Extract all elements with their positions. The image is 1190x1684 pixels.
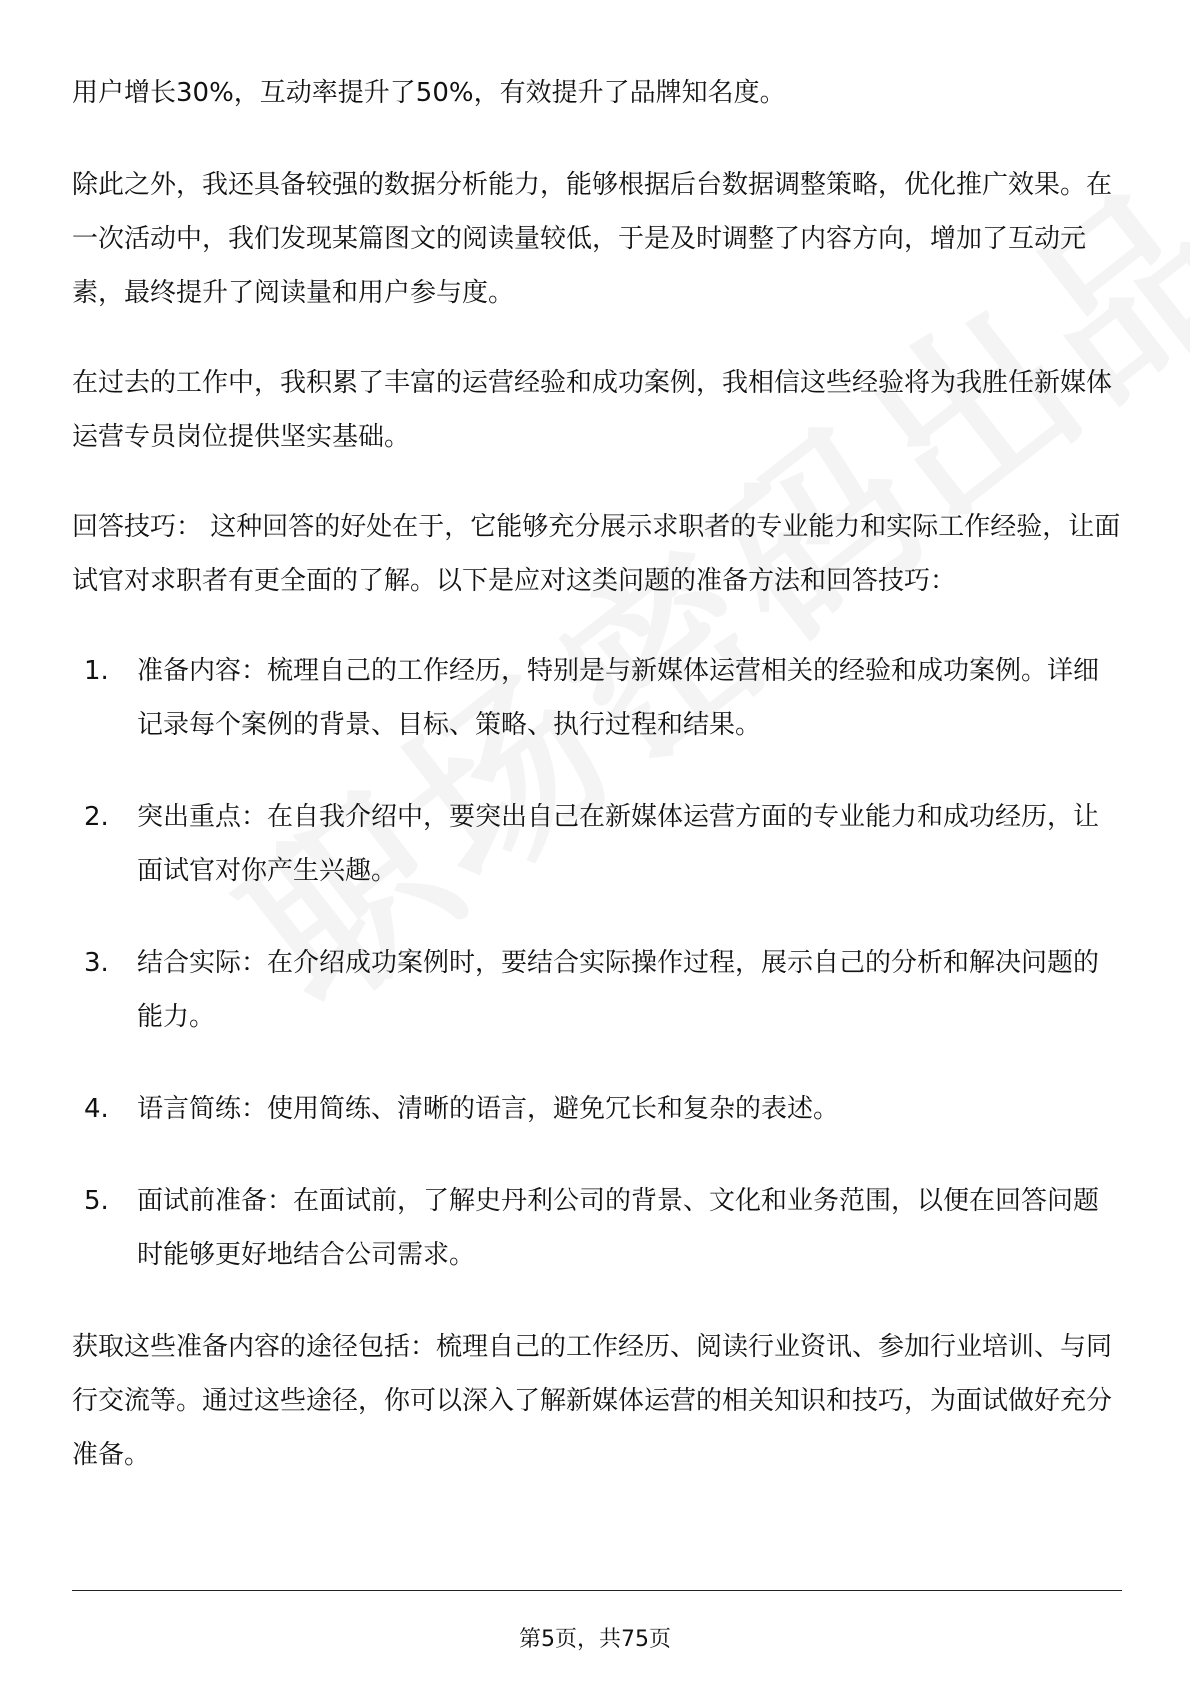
paragraph-answer-tips-intro: 回答技巧： 这种回答的好处在于，它能够充分展示求职者的专业能力和实际工作经验，让面试官对求职者有更全面的了解。以下是应对这类问题的准备方法和回答技巧： (72, 512, 1121, 596)
list-item-number: 4. (84, 1094, 109, 1124)
list-item-number: 3. (84, 948, 109, 978)
list-item (84, 936, 1122, 1044)
list-item-text: 结合实际：在介绍成功案例时，要结合实际操作过程，展示自己的分析和解决问题的能力。 (137, 948, 1100, 1032)
list-item-text: 语言简练：使用简练、清晰的语言，避免冗长和复杂的表述。 (137, 1094, 840, 1124)
list-item (84, 790, 1122, 898)
paragraph-preparation-channels: 获取这些准备内容的途径包括：梳理自己的工作经历、阅读行业资讯、参加行业培训、与同行交流等。通过这些途径，你可以深入了解新媒体运营的相关知识和技巧，为面试做好充分准备。 (72, 1332, 1113, 1470)
paragraph-growth-results: 用户增长30%，互动率提升了50%，有效提升了品牌知名度。 (72, 78, 786, 108)
list-item-number: 5. (84, 1186, 109, 1216)
list-item-text: 突出重点：在自我介绍中，要突出自己在新媒体运营方面的专业能力和成功经历，让面试官对你产生兴趣。 (137, 802, 1100, 886)
paragraph-data-analysis: 除此之外，我还具备较强的数据分析能力，能够根据后台数据调整策略，优化推广效果。在一次活动中，我们发现某篇图文的阅读量较低，于是及时调整了内容方向，增加了互动元素，最终提升了阅读量和用户参与度。 (72, 170, 1113, 308)
tips-list (72, 644, 1122, 1282)
list-item (84, 1082, 1122, 1136)
list-item-text: 准备内容：梳理自己的工作经历，特别是与新媒体运营相关的经验和成功案例。详细记录每个案例的背景、目标、策略、执行过程和结果。 (137, 656, 1100, 740)
list-item-number: 1. (84, 656, 109, 686)
paragraph-experience-summary: 在过去的工作中，我积累了丰富的运营经验和成功案例，我相信这些经验将为我胜任新媒体运营专员岗位提供坚实基础。 (72, 368, 1113, 452)
page-number: 第5页，共75页 (519, 1627, 671, 1652)
list-item (84, 644, 1122, 752)
list-item-number: 2. (84, 802, 109, 832)
list-item (84, 1174, 1122, 1282)
list-item-text: 面试前准备：在面试前，了解史丹利公司的背景、文化和业务范围，以便在回答问题时能够更好地结合公司需求。 (137, 1186, 1100, 1270)
document-body (72, 66, 1122, 1518)
footer-divider (72, 1590, 1122, 1591)
